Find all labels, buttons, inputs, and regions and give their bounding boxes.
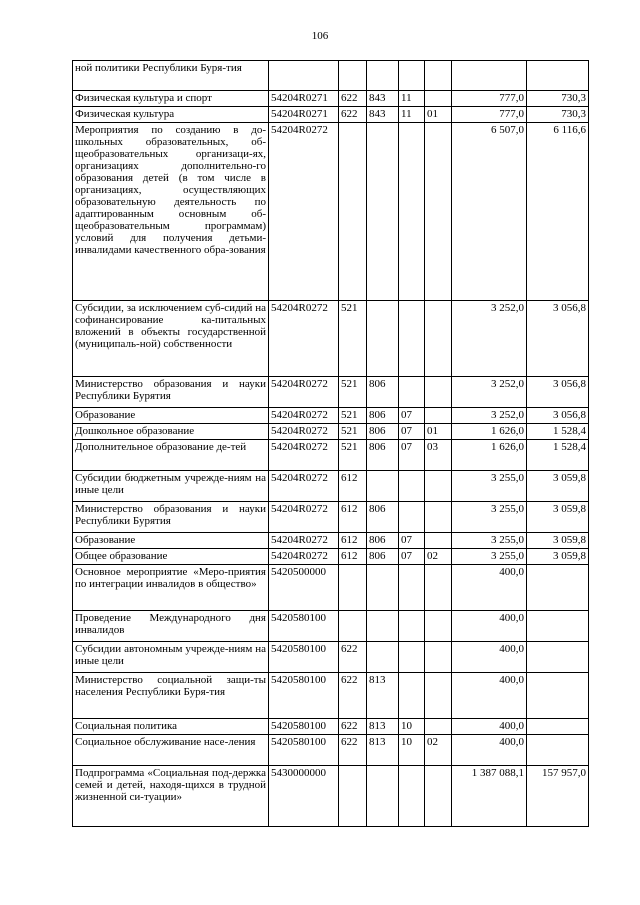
cell-csr: 54204R0272: [269, 408, 339, 424]
table-row: [73, 440, 589, 471]
cell-grbs: 806: [367, 408, 399, 424]
cell-csr: 5420580100: [269, 611, 339, 642]
cell-pr: 02: [425, 735, 452, 766]
cell-pr: [425, 408, 452, 424]
cell-pr: 01: [425, 107, 452, 123]
cell-y2: [527, 611, 589, 642]
table-row: [73, 642, 589, 673]
cell-y1: 1 387 088,1: [452, 766, 527, 827]
cell-y2: [527, 719, 589, 735]
table-row: [73, 91, 589, 107]
cell-pr: [425, 301, 452, 377]
table-row: [73, 502, 589, 533]
cell-rz: 07: [399, 424, 425, 440]
cell-y1: 400,0: [452, 565, 527, 611]
cell-pr: [425, 471, 452, 502]
cell-name: Подпрограмма «Социальная под-держка семей и детей, находя-щихся в трудной жизненной си-туации»: [73, 766, 269, 827]
cell-csr: 54204R0272: [269, 123, 339, 301]
cell-rz: 10: [399, 719, 425, 735]
cell-y2: 730,3: [527, 107, 589, 123]
cell-vr: 622: [339, 107, 367, 123]
cell-pr: [425, 61, 452, 91]
cell-rz: 10: [399, 735, 425, 766]
cell-csr: 54204R0272: [269, 424, 339, 440]
cell-y1: 400,0: [452, 642, 527, 673]
cell-y2: 730,3: [527, 91, 589, 107]
cell-grbs: [367, 61, 399, 91]
cell-name: Субсидии автономным учрежде-ниям на иные цели: [73, 642, 269, 673]
cell-pr: [425, 533, 452, 549]
cell-vr: 622: [339, 719, 367, 735]
table-row: [73, 471, 589, 502]
cell-vr: 521: [339, 424, 367, 440]
cell-name: Дополнительное образование де-тей: [73, 440, 269, 471]
cell-y2: [527, 673, 589, 719]
cell-y1: 777,0: [452, 107, 527, 123]
cell-pr: [425, 565, 452, 611]
cell-name: Основное мероприятие «Меро-приятия по интеграции инвалидов в общество»: [73, 565, 269, 611]
cell-y2: 3 056,8: [527, 408, 589, 424]
cell-name: Министерство социальной защи-ты населения Республики Буря-тия: [73, 673, 269, 719]
cell-rz: [399, 565, 425, 611]
table-row: [73, 735, 589, 766]
cell-pr: 01: [425, 424, 452, 440]
cell-pr: [425, 719, 452, 735]
cell-grbs: 806: [367, 549, 399, 565]
cell-grbs: [367, 471, 399, 502]
cell-y2: 3 056,8: [527, 377, 589, 408]
cell-grbs: 813: [367, 673, 399, 719]
cell-rz: [399, 502, 425, 533]
cell-y2: [527, 61, 589, 91]
cell-y1: 3 252,0: [452, 301, 527, 377]
cell-pr: [425, 642, 452, 673]
cell-y1: 3 255,0: [452, 549, 527, 565]
cell-rz: [399, 766, 425, 827]
cell-name: Проведение Международного дня инвалидов: [73, 611, 269, 642]
cell-pr: 02: [425, 549, 452, 565]
cell-name: Субсидии, за исключением суб-сидий на софинансирование ка-питальных вложений в объекты государственной (муниципаль-ной) собственности: [73, 301, 269, 377]
cell-grbs: [367, 123, 399, 301]
cell-vr: 521: [339, 377, 367, 408]
table-row: [73, 107, 589, 123]
cell-pr: [425, 673, 452, 719]
cell-rz: [399, 611, 425, 642]
cell-grbs: [367, 642, 399, 673]
cell-y1: 400,0: [452, 611, 527, 642]
cell-y2: 3 056,8: [527, 301, 589, 377]
table-row: [73, 123, 589, 301]
cell-name: Министерство образования и науки Республики Бурятия: [73, 377, 269, 408]
table-row: [73, 424, 589, 440]
cell-csr: 54204R0272: [269, 502, 339, 533]
cell-pr: [425, 91, 452, 107]
cell-y1: 400,0: [452, 673, 527, 719]
table-row: [73, 377, 589, 408]
cell-grbs: [367, 301, 399, 377]
cell-rz: 07: [399, 549, 425, 565]
cell-pr: [425, 377, 452, 408]
cell-grbs: 806: [367, 377, 399, 408]
cell-pr: [425, 123, 452, 301]
cell-rz: 07: [399, 408, 425, 424]
cell-rz: [399, 301, 425, 377]
cell-rz: [399, 61, 425, 91]
cell-name: Дошкольное образование: [73, 424, 269, 440]
cell-name: Физическая культура: [73, 107, 269, 123]
cell-grbs: [367, 611, 399, 642]
cell-grbs: 813: [367, 735, 399, 766]
cell-y2: 1 528,4: [527, 440, 589, 471]
table-row: [73, 61, 589, 91]
cell-vr: [339, 61, 367, 91]
cell-rz: [399, 673, 425, 719]
cell-y2: [527, 642, 589, 673]
cell-y2: 6 116,6: [527, 123, 589, 301]
cell-pr: 03: [425, 440, 452, 471]
cell-y1: 3 252,0: [452, 377, 527, 408]
cell-rz: [399, 642, 425, 673]
cell-name: Общее образование: [73, 549, 269, 565]
cell-grbs: 813: [367, 719, 399, 735]
cell-csr: 5420500000: [269, 565, 339, 611]
cell-rz: [399, 471, 425, 502]
table-row: [73, 565, 589, 611]
cell-y2: [527, 565, 589, 611]
budget-table: [72, 60, 589, 827]
cell-rz: 11: [399, 91, 425, 107]
cell-y1: 3 252,0: [452, 408, 527, 424]
table-row: [73, 673, 589, 719]
cell-rz: 11: [399, 107, 425, 123]
page-number: 106: [311, 30, 329, 42]
table-row: [73, 408, 589, 424]
table-row: [73, 611, 589, 642]
cell-name: Образование: [73, 408, 269, 424]
cell-grbs: 806: [367, 424, 399, 440]
cell-name: Мероприятия по созданию в до-школьных образовательных, об-щеобразовательных организаци-ях, организациях дополнительно-го образования детей (в том числе в организациях, осуществляющих образовательную деятельность по адаптированным основным об-щеобразовательным программам) условий для получения детьми-инвалидами качественного обра-зования: [73, 123, 269, 301]
cell-csr: 54204R0271: [269, 107, 339, 123]
cell-csr: 54204R0272: [269, 377, 339, 408]
cell-csr: 54204R0271: [269, 91, 339, 107]
cell-y2: 3 059,8: [527, 471, 589, 502]
cell-rz: [399, 123, 425, 301]
cell-csr: [269, 61, 339, 91]
cell-csr: 54204R0272: [269, 301, 339, 377]
cell-name: ной политики Республики Буря-тия: [73, 61, 269, 91]
cell-vr: 612: [339, 502, 367, 533]
cell-y1: 3 255,0: [452, 471, 527, 502]
table-body: [73, 61, 589, 827]
table-row: [73, 719, 589, 735]
cell-vr: 622: [339, 91, 367, 107]
cell-csr: 5420580100: [269, 673, 339, 719]
cell-name: Субсидии бюджетным учрежде-ниям на иные цели: [73, 471, 269, 502]
cell-csr: 5420580100: [269, 735, 339, 766]
cell-y1: 1 626,0: [452, 424, 527, 440]
cell-name: Образование: [73, 533, 269, 549]
cell-rz: [399, 377, 425, 408]
cell-vr: 612: [339, 533, 367, 549]
cell-vr: 521: [339, 408, 367, 424]
cell-csr: 5420580100: [269, 642, 339, 673]
cell-y1: 400,0: [452, 735, 527, 766]
cell-pr: [425, 766, 452, 827]
cell-y2: 3 059,8: [527, 533, 589, 549]
cell-vr: 612: [339, 471, 367, 502]
cell-pr: [425, 611, 452, 642]
cell-vr: [339, 766, 367, 827]
cell-pr: [425, 502, 452, 533]
cell-csr: 5430000000: [269, 766, 339, 827]
table-row: [73, 766, 589, 827]
table-row: [73, 549, 589, 565]
cell-grbs: 806: [367, 440, 399, 471]
cell-y1: [452, 61, 527, 91]
cell-y2: 3 059,8: [527, 502, 589, 533]
cell-csr: 54204R0272: [269, 549, 339, 565]
cell-rz: 07: [399, 440, 425, 471]
cell-vr: [339, 611, 367, 642]
cell-y2: 1 528,4: [527, 424, 589, 440]
cell-name: Физическая культура и спорт: [73, 91, 269, 107]
cell-y1: 1 626,0: [452, 440, 527, 471]
cell-y1: 3 255,0: [452, 502, 527, 533]
cell-vr: 612: [339, 549, 367, 565]
cell-grbs: 843: [367, 107, 399, 123]
cell-vr: 622: [339, 673, 367, 719]
cell-csr: 54204R0272: [269, 533, 339, 549]
cell-vr: 622: [339, 735, 367, 766]
cell-csr: 54204R0272: [269, 471, 339, 502]
cell-grbs: 843: [367, 91, 399, 107]
cell-vr: 521: [339, 440, 367, 471]
cell-y1: 3 255,0: [452, 533, 527, 549]
table-row: [73, 301, 589, 377]
cell-vr: 622: [339, 642, 367, 673]
cell-y2: 3 059,8: [527, 549, 589, 565]
cell-grbs: [367, 565, 399, 611]
table-row: [73, 533, 589, 549]
cell-name: Министерство образования и науки Республики Бурятия: [73, 502, 269, 533]
cell-vr: [339, 123, 367, 301]
cell-csr: 5420580100: [269, 719, 339, 735]
cell-grbs: [367, 766, 399, 827]
cell-vr: 521: [339, 301, 367, 377]
cell-rz: 07: [399, 533, 425, 549]
cell-name: Социальная политика: [73, 719, 269, 735]
cell-y1: 777,0: [452, 91, 527, 107]
cell-y1: 400,0: [452, 719, 527, 735]
cell-vr: [339, 565, 367, 611]
cell-grbs: 806: [367, 502, 399, 533]
cell-y1: 6 507,0: [452, 123, 527, 301]
cell-y2: [527, 735, 589, 766]
cell-y2: 157 957,0: [527, 766, 589, 827]
cell-grbs: 806: [367, 533, 399, 549]
cell-csr: 54204R0272: [269, 440, 339, 471]
cell-name: Социальное обслуживание насе-ления: [73, 735, 269, 766]
